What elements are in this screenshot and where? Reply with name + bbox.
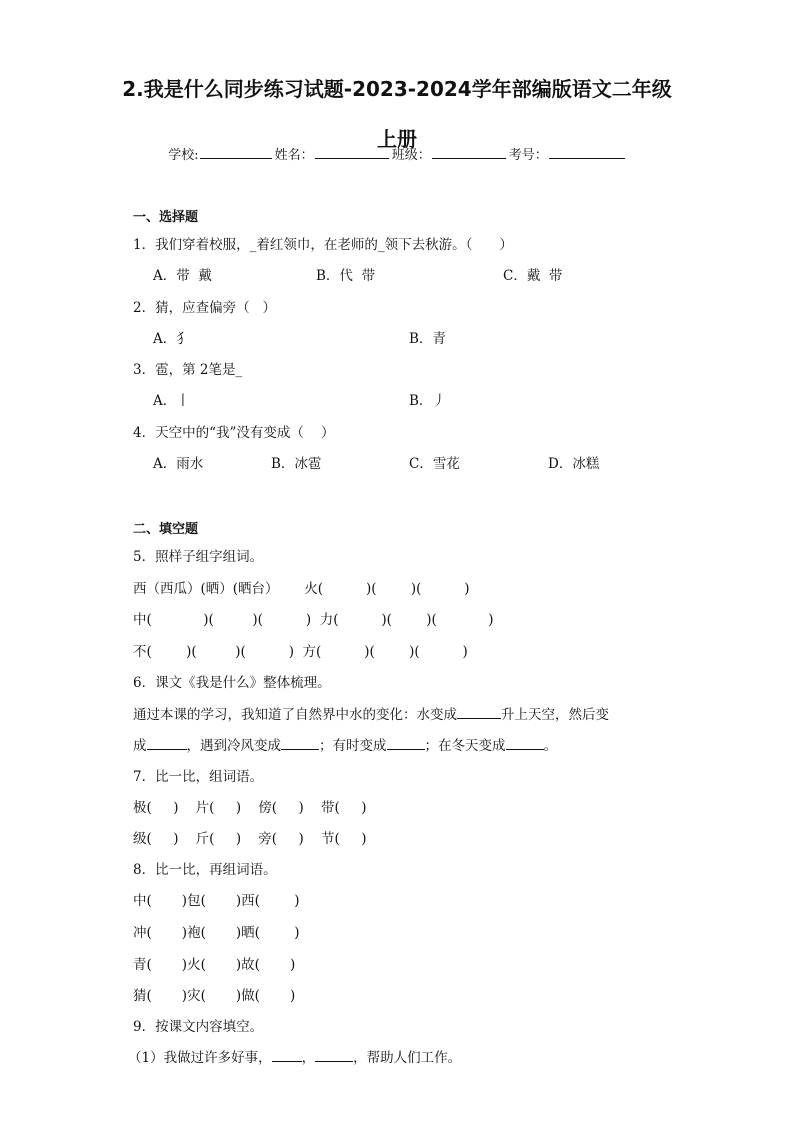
exam-no-label: 考号： [508,148,548,163]
q7-row-2[interactable]: 级( ) 斤( ) 旁( ) 节( ) [133,831,367,847]
q6-blank-4[interactable] [387,737,425,750]
q5-stem: 5．照样子组字组词。 [133,549,264,565]
q3-option-b[interactable]: B．丿 [409,393,446,409]
name-blank[interactable] [315,146,389,159]
class-blank[interactable] [432,146,506,159]
q9-text-1b: ， [301,1050,316,1066]
q6-blank-1[interactable] [457,706,501,719]
class-label: 班级： [391,148,431,163]
q3-stem: 3．雹，第 2笔是_ [133,362,243,378]
q4-option-c[interactable]: C．雪花 [409,456,460,472]
q5-row-2[interactable]: 中( )( )( ) 力( )( )( ) [133,612,494,628]
section-fill-heading: 二、填空题 [133,522,199,537]
q9-blank-1[interactable] [272,1049,302,1062]
q7-stem: 7．比一比，组词语。 [133,769,264,785]
q6-text-2e: 。 [543,738,557,754]
school-label: 学校: [168,148,199,163]
q6-stem: 6．课文《我是什么》整体梳理。 [133,675,331,691]
q8-row-3[interactable]: 青( )火( )故( ) [133,957,296,973]
q9-text-1a: （1）我做过许多好事， [128,1050,272,1066]
q8-row-4[interactable]: 猜( )灾( )做( ) [133,988,296,1004]
q9-text-1c: ，帮助人们工作。 [353,1050,462,1066]
name-label: 姓名： [274,148,314,163]
title-line-2: 上册 [377,127,417,151]
q6-text-2a: 成 [133,738,147,754]
q6-text-1a: 通过本课的学习，我知道了自然界中水的变化：水变成 [133,707,457,723]
q6-text-1b: 升上天空，然后变 [501,707,609,723]
q6-text-2d: ；在冬天变成 [424,738,506,754]
school-blank[interactable] [200,146,272,159]
q9-blank-2[interactable] [315,1049,353,1062]
q6-blank-5[interactable] [506,737,544,750]
q4-option-d[interactable]: D．冰糕 [548,456,600,472]
q9-stem: 9．按课文内容填空。 [133,1019,264,1035]
q8-row-2[interactable]: 冲( )袍( )晒( ) [133,925,300,941]
q4-option-b[interactable]: B．冰雹 [271,456,322,472]
q8-stem: 8．比一比，再组词语。 [133,862,277,878]
section-choice-heading: 一、选择题 [133,210,199,225]
q2-option-b[interactable]: B．青 [409,331,446,347]
q6-blank-3[interactable] [281,737,319,750]
q1-stem: 1．我们穿着校服，_着红领巾，在老师的_领下去秋游。（ ） [133,237,513,253]
q6-text-2c: ；有时变成 [319,738,387,754]
q4-option-a[interactable]: A．雨水 [153,456,204,472]
student-info-row [0,144,794,163]
q3-option-a[interactable]: A．丨 [153,393,190,409]
q9-sub-1 [128,1046,461,1066]
q4-stem: 4．天空中的“我”没有变成（ ） [133,425,335,441]
q1-option-c[interactable]: C．戴 带 [503,268,563,284]
q7-row-1[interactable]: 极( ) 片( ) 傍( ) 带( ) [133,800,367,816]
title-line-1: 2.我是什么同步练习试题-2023-2024学年部编版语文二年级 [122,77,672,101]
q2-option-a[interactable]: A．犭 [153,331,190,347]
q6-line-2 [133,734,557,754]
q6-text-2b: ，遇到冷风变成 [186,738,281,754]
q6-blank-2[interactable] [147,737,187,750]
q5-row-3[interactable]: 不( )( )( ) 方( )( )( ) [133,644,468,660]
q1-option-a[interactable]: A．带 戴 [153,268,212,284]
q1-option-b[interactable]: B．代 带 [316,268,376,284]
q5-row-1[interactable]: 西（西瓜）(晒）(晒台） 火( )( )( ) [133,581,470,597]
exam-no-blank[interactable] [549,146,625,159]
q2-stem: 2．猜，应查偏旁（ ） [133,300,276,316]
q8-row-1[interactable]: 中( )包( )西( ) [133,893,300,909]
q6-line-1 [133,703,609,723]
